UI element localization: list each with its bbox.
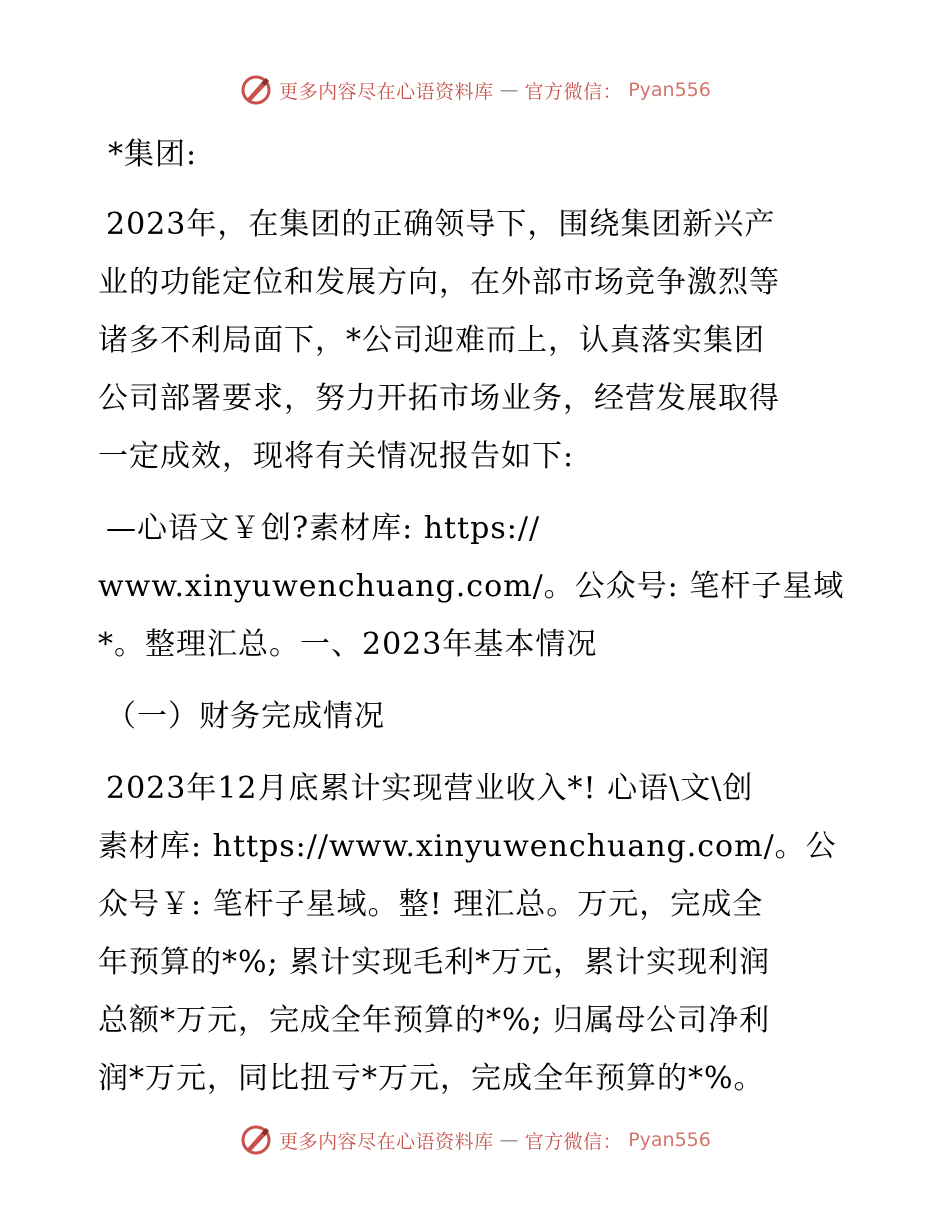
pen-logo-icon bbox=[239, 73, 273, 107]
paragraph-intro: 2023年，在集团的正确领导下，围绕集团新兴产 业的功能定位和发展方向，在外部市场竞争激烈等 诸多不利局面下，*公司迎难而上，认真落实集团 公司部署要求，努力开拓市场业务，经营发展取得 一定成效，现将有关情况报告如下: bbox=[98, 207, 780, 474]
watermark-official-text: 官方微信： bbox=[524, 1130, 623, 1153]
watermark-wechat-id: Pyan556 bbox=[628, 1129, 711, 1151]
watermark-wechat-id: Pyan556 bbox=[628, 79, 711, 101]
paragraph-finance: 2023年12月底累计实现营业收入*! 心语\文\创 素材库: https://www.xinyuwenchuang.com/。公 众号￥: 笔杆子星域。整! 理汇总。万元，完成全 年预算的*%; 累计实现毛利*万元，累计实现利润 总额*万元，完成全年预算的*%; 归属母公司净利 润*万元，同比扭亏*万元，完成全年预算的*%。 bbox=[98, 771, 837, 1096]
footer-watermark bbox=[0, 1120, 950, 1160]
header-watermark bbox=[0, 70, 950, 110]
section-heading-finance: （一）财务完成情况 bbox=[106, 699, 385, 734]
watermark-separator: — bbox=[499, 1129, 519, 1151]
watermark-site-text: 更多内容尽在心语资料库 bbox=[279, 1130, 494, 1153]
document-body bbox=[98, 126, 850, 1122]
salutation: *集团: bbox=[108, 137, 198, 172]
pen-logo-icon bbox=[239, 1123, 273, 1157]
paragraph-source-note: —心语文￥创?素材库: https:// www.xinyuwenchuang.com/。公众号: 笔杆子星域 *。整理汇总。一、2023年基本情况 bbox=[98, 511, 845, 662]
watermark-site-text: 更多内容尽在心语资料库 bbox=[279, 80, 494, 103]
watermark-official-text: 官方微信： bbox=[524, 80, 623, 103]
watermark-separator: — bbox=[499, 79, 519, 101]
